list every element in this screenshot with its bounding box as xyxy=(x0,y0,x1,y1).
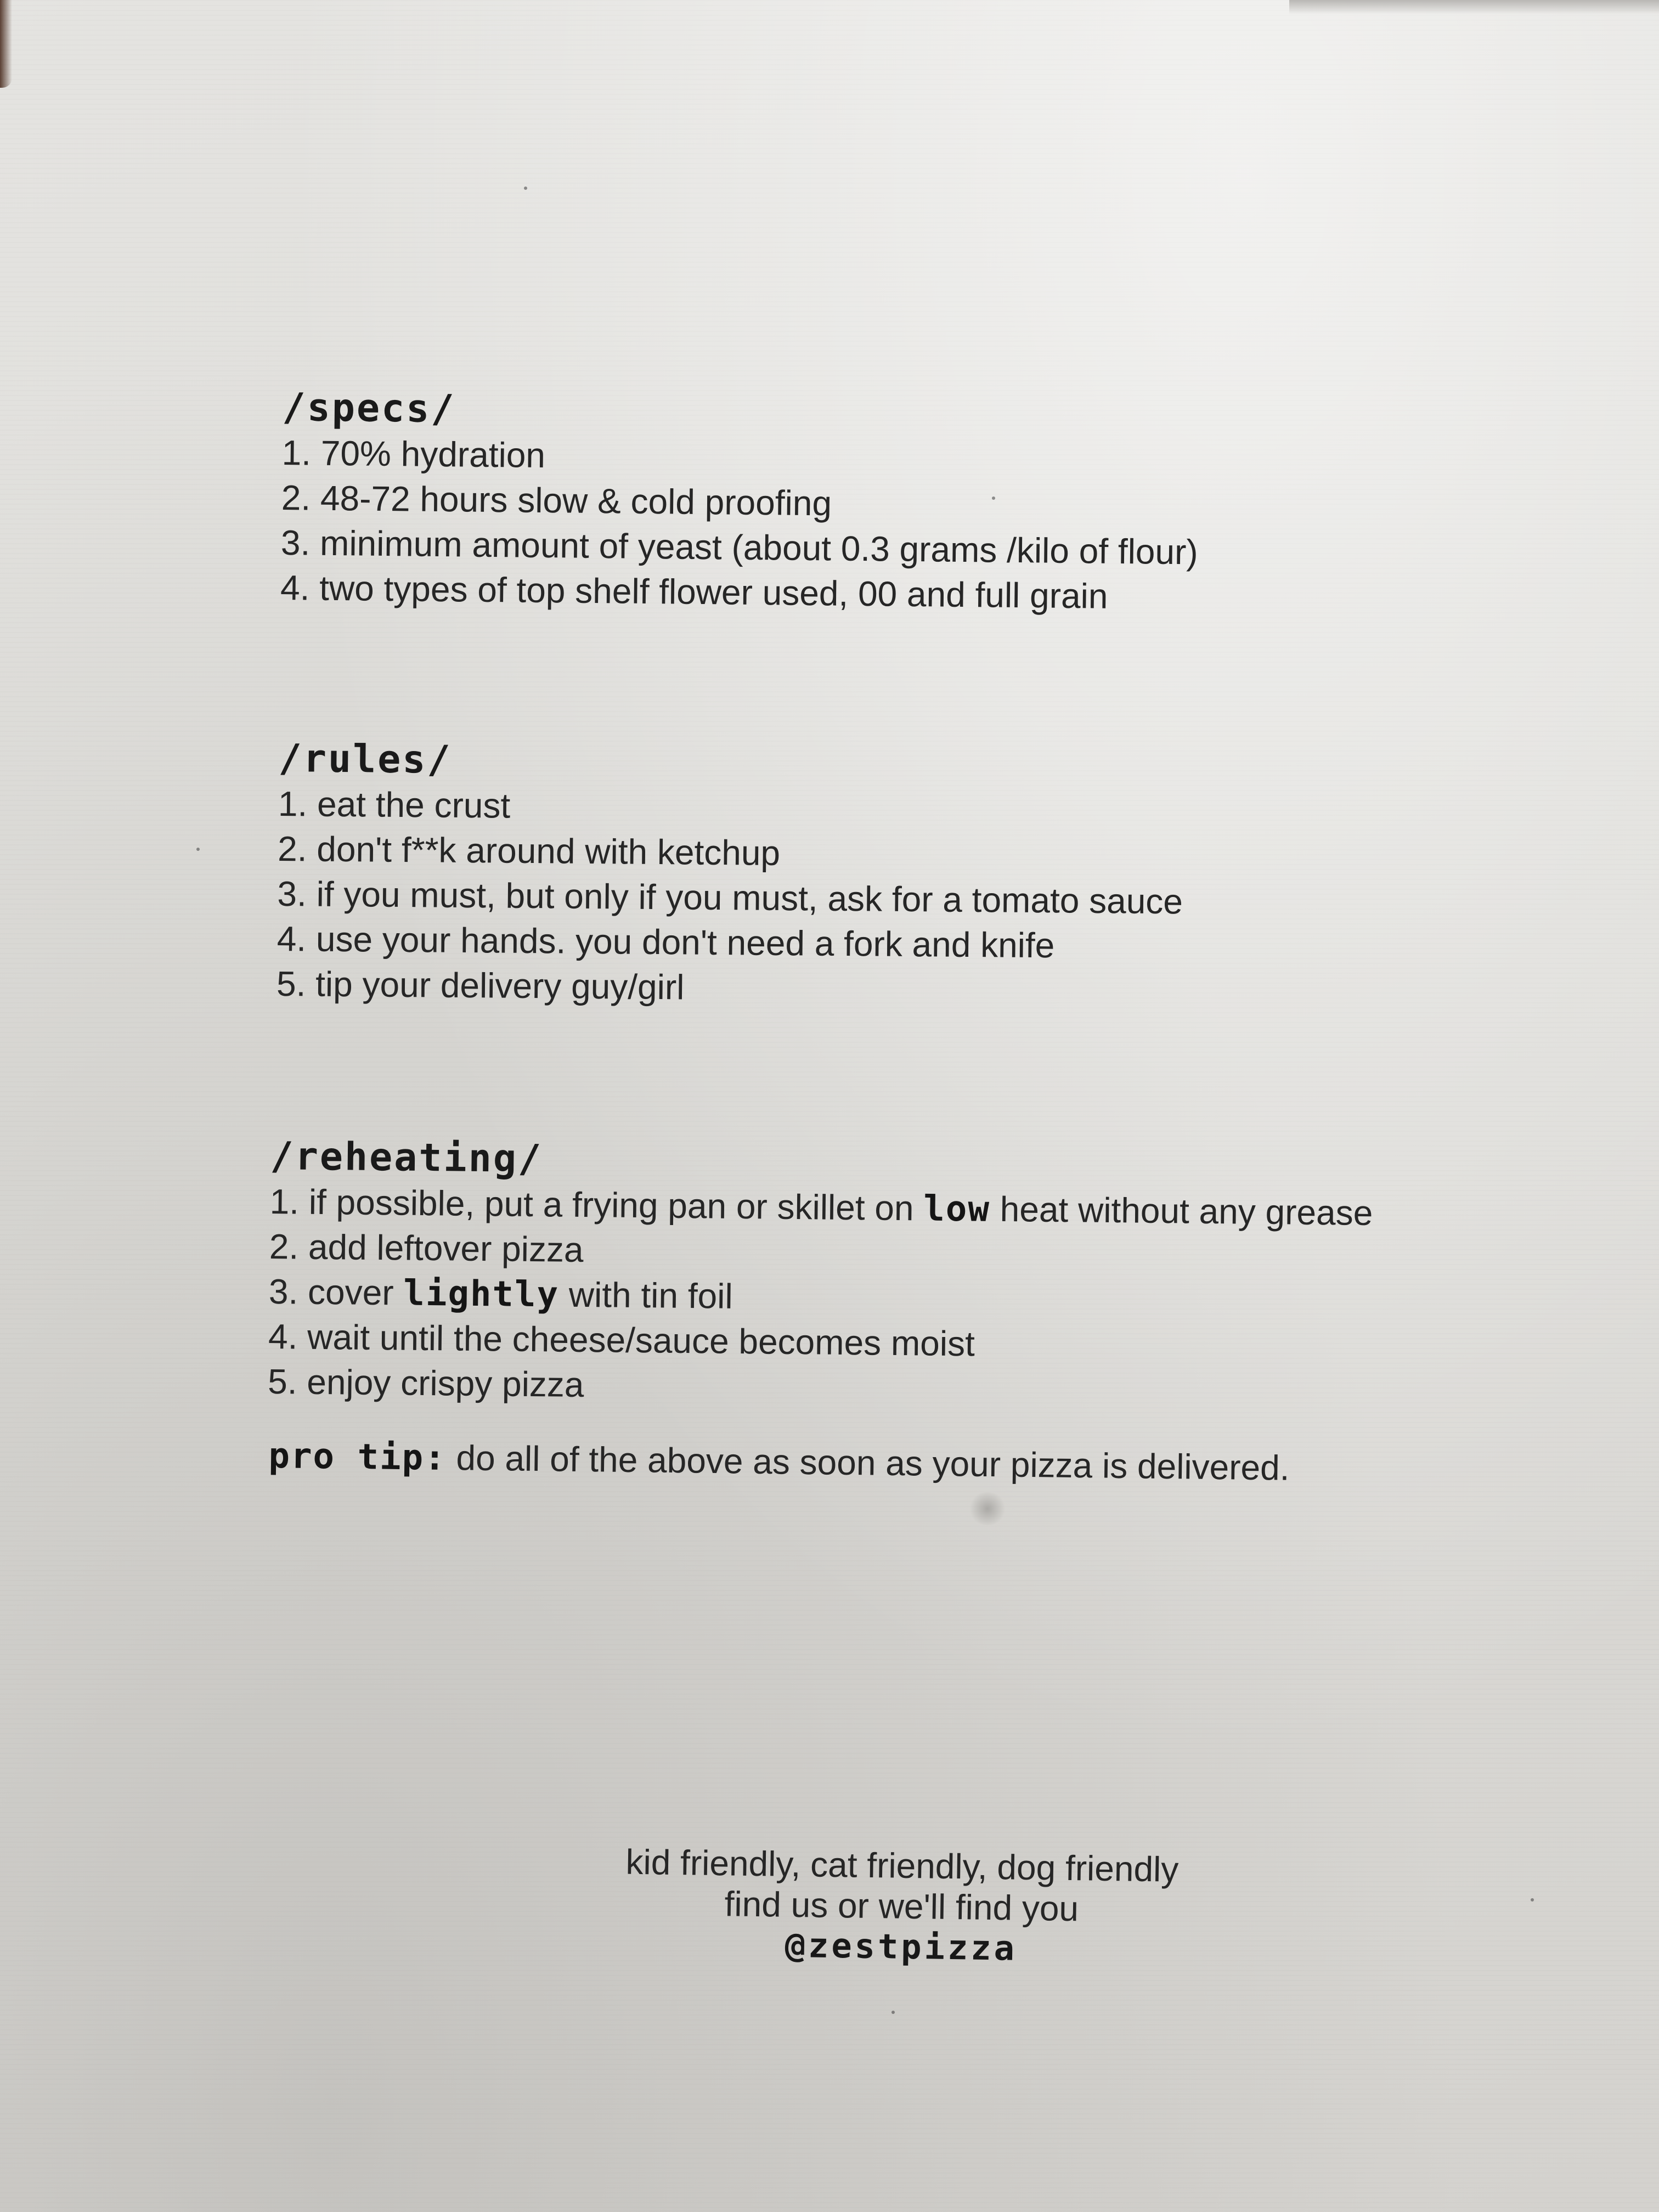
rules-item-tomato-sauce: 3. if you must, but only if you must, ask for a tomato sauce xyxy=(277,873,1183,922)
paper-smudge xyxy=(968,1492,1007,1525)
footer-friendly-line: kid friendly, cat friendly, dog friendly xyxy=(625,1842,1179,1889)
reheating-item-pan-emphasis: low xyxy=(923,1188,991,1230)
reheating-item-pan-after: heat without any grease xyxy=(990,1189,1373,1233)
specs-item-hydration: 1. 70% hydration xyxy=(281,432,546,476)
footer xyxy=(558,1841,1245,1972)
reheating-item-enjoy: 5. enjoy crispy pizza xyxy=(267,1361,584,1405)
reheating-heading: /reheating/ xyxy=(270,1133,543,1182)
reheating-item-add-pizza: 2. add leftover pizza xyxy=(269,1226,584,1269)
pro-tip xyxy=(268,1433,1290,1491)
specs-item-flour: 4. two types of top shelf flower used, 00 and full grain xyxy=(280,567,1108,616)
footer-find-us-line: find us or we'll find you xyxy=(724,1884,1079,1929)
reheating-section xyxy=(268,1133,1659,1419)
rules-heading: /rules/ xyxy=(278,736,452,782)
reheating-item-cover-before: 3. cover xyxy=(268,1271,404,1313)
pro-tip-label: pro tip: xyxy=(268,1435,447,1479)
rules-section xyxy=(276,735,1659,1019)
specs-item-yeast: 3. minimum amount of yeast (about 0.3 grams /kilo of flour) xyxy=(280,522,1199,572)
paper-speck xyxy=(524,187,527,190)
reheating-item-wait: 4. wait until the cheese/sauce becomes moist xyxy=(268,1316,975,1364)
rules-list xyxy=(276,781,1659,1019)
rules-item-crust: 1. eat the crust xyxy=(278,783,511,826)
reheating-item-cover-emphasis: lightly xyxy=(403,1273,560,1316)
specs-heading: /specs/ xyxy=(282,384,456,432)
social-handle: @zestpizza xyxy=(785,1925,1018,1968)
reheating-item-pan-before: 1. if possible, put a frying pan or skillet on xyxy=(269,1181,924,1228)
paper-speck xyxy=(196,848,200,851)
paper-top-edge xyxy=(1289,0,1659,14)
rules-item-hands: 4. use your hands. you don't need a fork and knife xyxy=(276,918,1055,966)
specs-item-proofing: 2. 48-72 hours slow & cold proofing xyxy=(281,477,832,523)
specs-list xyxy=(280,430,1659,625)
paper-speck xyxy=(891,2011,895,2014)
rules-item-ketchup: 2. don't f**k around with ketchup xyxy=(277,828,781,873)
reheating-list xyxy=(268,1179,1659,1419)
pro-tip-text: do all of the above as soon as your pizza is delivered. xyxy=(446,1437,1290,1488)
rules-item-tip: 5. tip your delivery guy/girl xyxy=(276,963,685,1007)
table-edge-shadow xyxy=(0,0,12,88)
specs-section xyxy=(280,384,1659,625)
paper-speck xyxy=(1531,1898,1534,1901)
paper-speck xyxy=(992,496,995,500)
reheating-item-cover-after: with tin foil xyxy=(558,1274,733,1316)
